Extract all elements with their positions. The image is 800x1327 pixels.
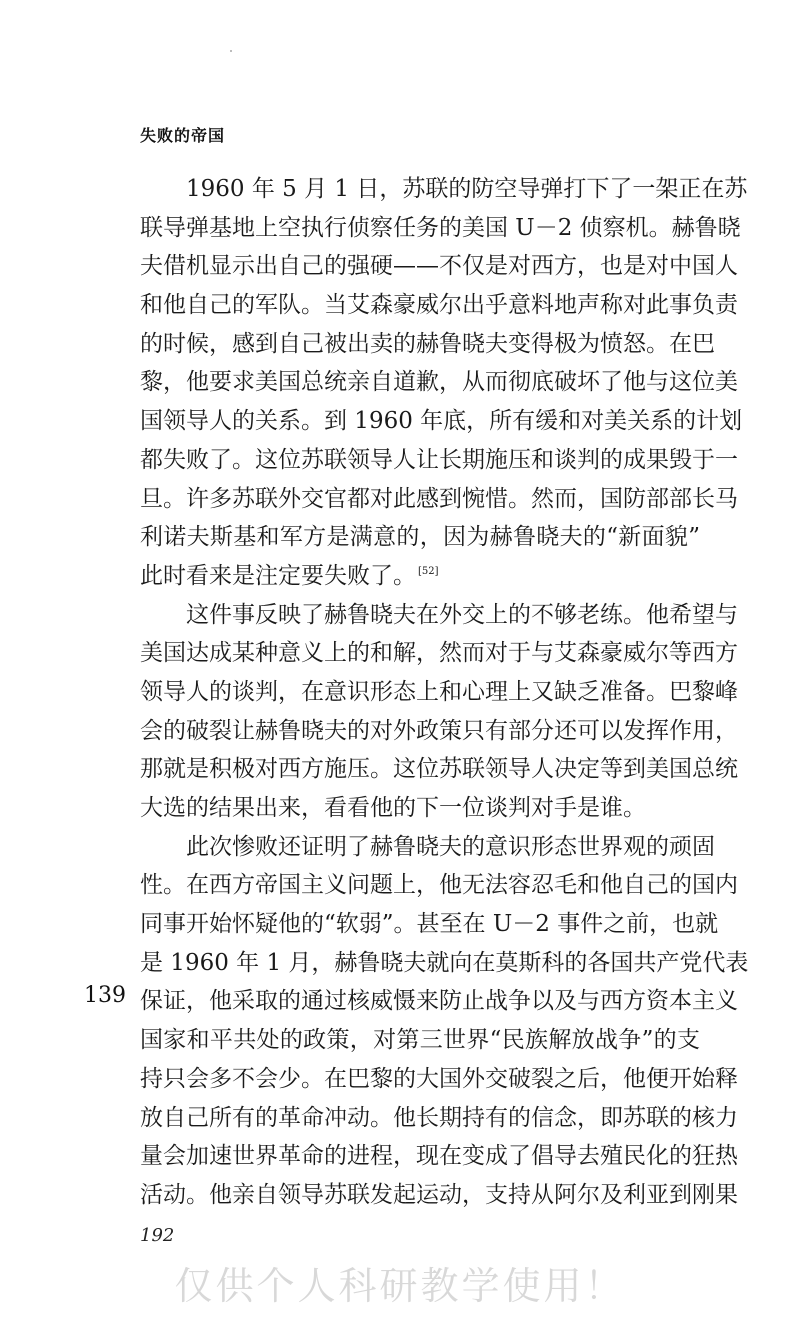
text-line: 是 1960 年 1 月，赫鲁晓夫就向在莫斯科的各国共产党代表 xyxy=(140,949,749,976)
text-line: 放自己所有的革命冲动。他长期持有的信念，即苏联的核力 xyxy=(140,1104,738,1131)
text-line: 1960 年 5 月 1 日，苏联的防空导弹打下了一架正在苏 xyxy=(186,176,748,202)
text-line: 旦。许多苏联外交官都对此感到惋惜。然而，国防部部长马 xyxy=(140,485,738,512)
text-line: 国领导人的关系。到 1960 年底，所有缓和对美关系的计划 xyxy=(140,408,743,435)
text-line: 利诺夫斯基和军方是满意的，因为赫鲁晓夫的“新面貌” xyxy=(140,524,700,551)
text-line: 持只会多不会少。在巴黎的大国外交破裂之后，他便开始释 xyxy=(140,1065,738,1092)
text-line: 保证，他采取的通过核威慑来防止战争以及与西方资本主义 xyxy=(140,988,738,1015)
text-line: 会的破裂让赫鲁晓夫的对外政策只有部分还可以发挥作用， xyxy=(140,717,738,744)
text-line: 夫借机显示出自己的强硬——不仅是对西方，也是对中国人 xyxy=(140,253,738,280)
text-line-last: 大选的结果出来，看看他的下一位谈判对手是谁。 xyxy=(140,795,646,821)
text-line: 性。在西方帝国主义问题上，他无法容忍毛和他自己的国内 xyxy=(140,872,738,899)
text-line: 量会加速世界革命的进程，现在变成了倡导去殖民化的狂热 xyxy=(140,1143,738,1170)
watermark: 仅供个人科研教学使用！ xyxy=(174,1264,626,1308)
text-line: 领导人的谈判，在意识形态上和心理上又缺乏准备。巴黎峰 xyxy=(140,678,738,705)
text-line: 美国达成某种意义上的和解，然而对于与艾森豪威尔等西方 xyxy=(140,640,738,667)
original-page-number: 139 xyxy=(84,983,126,1008)
text-line-content: 此时看来是注定要失败了。 xyxy=(140,562,416,589)
text-line: 黎，他要求美国总统亲自道歉，从而彻底破坏了他与这位美 xyxy=(140,369,738,396)
text-line: 国家和平共处的政策，对第三世界“民族解放战争”的支 xyxy=(140,1027,700,1054)
scan-speck xyxy=(230,50,232,52)
text-line: 这件事反映了赫鲁晓夫在外交上的不够老练。他希望与 xyxy=(186,601,738,628)
text-line: 同事开始怀疑他的“软弱”。甚至在 U－2 事件之前，也就 xyxy=(140,911,719,938)
text-line-last xyxy=(140,557,700,596)
text-line: 联导弹基地上空执行侦察任务的美国 U－2 侦察机。赫鲁晓 xyxy=(140,214,741,241)
text-line: 都失败了。这位苏联领导人让长期施压和谈判的成果毁于一 xyxy=(140,446,738,473)
text-line: 活动。他亲自领导苏联发起运动，支持从阿尔及利亚到刚果 xyxy=(140,1181,738,1208)
endnote-reference: [52] xyxy=(418,566,439,578)
running-head: 失败的帝国 xyxy=(140,126,226,145)
page-number: 192 xyxy=(140,1225,175,1246)
text-line: 和他自己的军队。当艾森豪威尔出乎意料地声称对此事负责 xyxy=(140,292,738,319)
body-text xyxy=(140,170,749,1215)
text-line: 的时候，感到自己被出卖的赫鲁晓夫变得极为愤怒。在巴 xyxy=(140,330,715,357)
text-line: 那就是积极对西方施压。这位苏联领导人决定等到美国总统 xyxy=(140,756,738,783)
text-line: 此次惨败还证明了赫鲁晓夫的意识形态世界观的顽固 xyxy=(186,833,715,860)
